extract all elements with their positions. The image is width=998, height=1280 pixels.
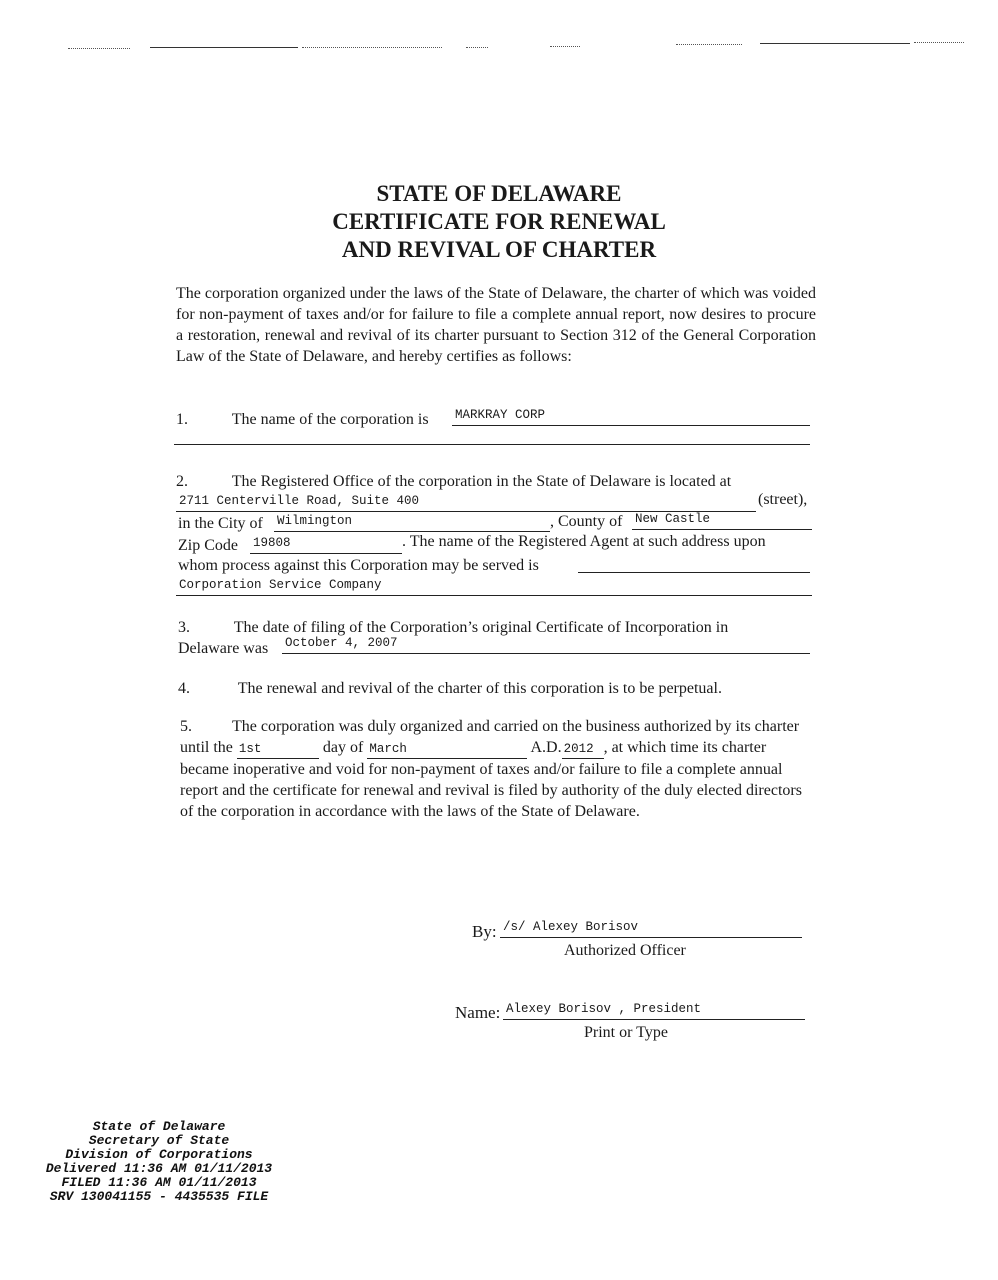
item3-number: 3.: [178, 619, 190, 636]
item1-label: The name of the corporation is: [231, 411, 429, 428]
county-field: New Castle: [632, 510, 812, 530]
item2-number: 2.: [176, 473, 188, 490]
stamp-line-1: State of Delaware: [92, 1119, 226, 1134]
stamp-line-4: Delivered 11:36 AM 01/11/2013: [45, 1161, 273, 1176]
item5-text-d: , at which time its charter became inoperative and void for non-payment of taxes and/or failure to file a complete annual report and the certificate for renewal and revival is filed by authority of the duly elected directors of the corporation in accordance with the laws of the State of Delaware.: [180, 739, 802, 820]
county-label: , County of: [550, 513, 623, 530]
item2-text: The Registered Office of the corporation in the State of Delaware is located at: [231, 473, 732, 490]
corporation-name-field: MARKRAY CORP: [452, 406, 810, 426]
month-field: March: [367, 741, 527, 759]
year-field: 2012: [562, 741, 604, 759]
day-field: 1st: [237, 741, 319, 759]
item5-text-c: A.D.: [530, 739, 562, 756]
item1-row: [176, 410, 429, 430]
stamp-line-2: Secretary of State: [88, 1133, 230, 1148]
item3-text: The date of filing of the Corporation’s original Certificate of Incorporation in: [233, 619, 729, 636]
item1-blank-line: [174, 444, 810, 445]
agent-blank-line: [578, 572, 810, 573]
city-label: in the City of: [178, 515, 263, 532]
title-line-1: STATE OF DELAWARE: [376, 181, 622, 206]
title-line-3: AND REVIVAL OF CHARTER: [341, 237, 657, 262]
agent-text: . The name of the Registered Agent at such address upon: [402, 533, 766, 550]
item5-text-a: The corporation was duly organized and carried on the business authorized by its charter until the: [180, 718, 800, 756]
item4-number: 4.: [178, 680, 190, 697]
filing-stamp: [28, 1120, 290, 1204]
authorized-officer-caption: Authorized Officer: [564, 942, 686, 959]
item4-row: [178, 679, 722, 699]
agent-text-2: whom process against this Corporation may be served is: [178, 557, 539, 574]
officer-name-field: Alexey Borisov , President: [503, 1000, 805, 1020]
incorporation-date-field: October 4, 2007: [282, 634, 810, 654]
intro-paragraph: The corporation organized under the laws of the State of Delaware, the charter of which was voided for non-payment of taxes and/or for failure to file a complete annual report, now desires to procure a restoration, renewal and revival of its charter pursuant to Section 312 of the General Corporation Law of the State of Delaware, and hereby certifies as follows:: [176, 285, 816, 365]
stamp-line-6: SRV 130041155 - 4435535 FILE: [49, 1189, 269, 1204]
print-or-type-caption: Print or Type: [584, 1024, 668, 1041]
street-field: 2711 Centerville Road, Suite 400: [176, 492, 756, 512]
street-suffix: (street),: [758, 491, 808, 508]
stamp-line-5: FILED 11:36 AM 01/11/2013: [61, 1175, 257, 1190]
name-label: Name:: [455, 1003, 501, 1022]
stamp-line-3: Division of Corporations: [65, 1147, 253, 1162]
registered-agent-field: Corporation Service Company: [176, 576, 812, 596]
item5-text-b: day of: [322, 739, 364, 756]
item2-row: [176, 472, 731, 492]
item4-text: The renewal and revival of the charter of this corporation is to be perpetual.: [237, 680, 722, 697]
item5-number: 5.: [180, 718, 192, 735]
city-field: Wilmington: [274, 512, 550, 532]
by-label: By:: [472, 922, 497, 941]
zip-label: Zip Code: [178, 537, 238, 554]
signature-field: /s/ Alexey Borisov: [500, 918, 802, 938]
scan-artifact-lines: [30, 40, 970, 54]
title-line-2: CERTIFICATE FOR RENEWAL: [332, 209, 666, 234]
item5-paragraph: [180, 716, 816, 822]
zip-field: 19808: [250, 534, 402, 554]
item1-number: 1.: [176, 411, 188, 428]
item3-label: Delaware was: [178, 640, 269, 657]
document-title: [0, 180, 998, 264]
